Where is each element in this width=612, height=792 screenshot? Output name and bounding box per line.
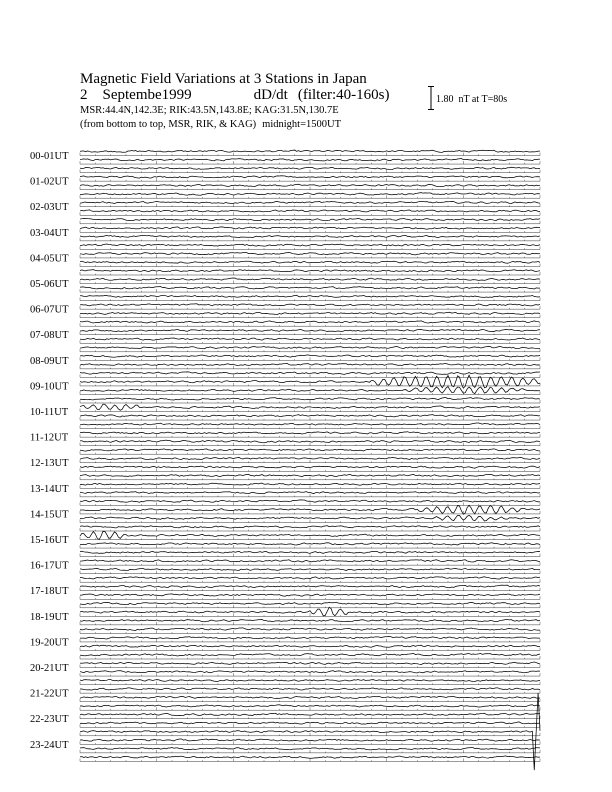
trace-rik (80, 696, 540, 698)
hour-label: 14-15UT (30, 509, 69, 521)
filter-label: (filter:40-160s) (297, 87, 390, 103)
hour-group (30, 150, 540, 173)
trace-rik (80, 159, 540, 161)
trace-rik (80, 645, 540, 647)
hour-label: 22-23UT (30, 714, 69, 726)
trace-rik (80, 594, 540, 596)
trace-rik (80, 620, 540, 622)
hour-label: 10-11UT (30, 407, 69, 418)
hour-group (30, 585, 540, 608)
trace-rik (80, 287, 540, 289)
hour-label: 18-19UT (30, 611, 69, 623)
trace-kag (80, 713, 540, 715)
hour-label: 21-22UT (30, 688, 69, 700)
hour-group (30, 355, 540, 378)
trace-kag (80, 201, 540, 203)
hour-label: 09-10UT (30, 381, 69, 393)
trace-kag (80, 355, 540, 357)
hour-label: 03-04UT (30, 227, 69, 239)
hour-group (30, 375, 540, 403)
hour-group (30, 304, 540, 326)
trace-rik (80, 363, 540, 365)
hour-label: 02-03UT (30, 202, 69, 214)
trace-msr (80, 449, 540, 451)
hour-label: 06-07UT (30, 304, 69, 316)
trace-kag (80, 253, 540, 255)
trace-rik (80, 312, 540, 314)
trace-msr (80, 398, 540, 400)
hour-group (30, 688, 540, 710)
hour-label: 08-09UT (30, 355, 69, 367)
hour-group (30, 432, 540, 455)
trace-msr (80, 500, 540, 502)
trace-msr (80, 551, 540, 553)
trace-rik (80, 338, 540, 340)
date-label: 2 Septembe1999 (80, 87, 192, 103)
hour-label: 20-21UT (30, 663, 69, 674)
stations-line: MSR:44.4N,142.3E; RIK:43.5N,143.8E; KAG:31.5N,130.7E (80, 105, 339, 116)
trace-kag (80, 176, 540, 178)
hour-label: 17-18UT (30, 586, 69, 598)
hour-group (30, 253, 540, 275)
hour-group (30, 662, 540, 685)
trace-rik (80, 671, 540, 673)
hour-label: 12-13UT (30, 458, 69, 470)
trace-msr (80, 218, 540, 220)
hour-group (30, 607, 540, 633)
trace-msr (80, 526, 540, 528)
trace-rik (80, 261, 540, 263)
trace-kag (80, 739, 540, 741)
hour-group (30, 227, 540, 250)
trace-msr (80, 628, 540, 631)
trace-rik (80, 466, 540, 468)
trace-kag (80, 688, 540, 690)
trace-msr (80, 705, 540, 707)
hour-label: 00-01UT (30, 151, 69, 162)
hour-group (30, 404, 540, 429)
hour-label: 15-16UT (30, 535, 69, 546)
trace-msr (80, 244, 540, 246)
hour-label: 19-20UT (30, 637, 69, 649)
trace-kag (80, 636, 540, 638)
hour-group (30, 636, 540, 659)
trace-rik (80, 415, 540, 417)
trace-msr (80, 577, 540, 579)
trace-kag (80, 227, 540, 229)
trace-kag (80, 150, 540, 152)
hour-group (30, 176, 540, 199)
hour-label: 07-08UT (30, 330, 69, 342)
trace-rik (80, 440, 540, 443)
trace-rik (80, 543, 540, 545)
trace-rik (80, 748, 540, 750)
trace-kag (80, 560, 540, 562)
trace-rik (80, 722, 540, 724)
trace-rik (80, 568, 540, 570)
trace-msr (80, 680, 540, 682)
trace-kag (80, 278, 540, 280)
quantity-label: dD/dt (253, 87, 288, 103)
hour-label: 04-05UT (30, 253, 69, 265)
hour-label: 01-02UT (30, 176, 69, 188)
hour-label: 16-17UT (30, 560, 69, 572)
trace-kag (80, 432, 540, 434)
trace-kag (80, 662, 540, 664)
hour-label: 23-24UT (30, 739, 69, 751)
hour-group (30, 483, 540, 505)
trace-msr (80, 295, 540, 297)
hour-label: 05-06UT (30, 279, 69, 290)
chart-title: Magnetic Field Variations at 3 Stations in Japan (80, 71, 367, 87)
hour-label: 11-12UT (30, 432, 69, 444)
hour-group (30, 739, 540, 761)
trace-kag (80, 304, 540, 306)
trace-rik (80, 492, 540, 494)
trace-kag (80, 585, 540, 588)
trace-msr (80, 193, 540, 196)
trace-msr (80, 270, 540, 272)
trace-rik (80, 235, 540, 237)
trace-rik (80, 210, 540, 212)
trace-rik (80, 184, 540, 186)
trace-kag (80, 329, 540, 331)
hour-label: 13-14UT (30, 483, 69, 495)
hour-group (30, 329, 540, 351)
hour-group (30, 201, 540, 223)
trace-msr (80, 474, 540, 476)
trace-msr (80, 321, 540, 323)
trace-msr (80, 372, 540, 374)
midnight-note: midnight=1500UT (262, 119, 342, 130)
trace-msr (80, 756, 540, 758)
trace-kag (80, 483, 540, 485)
hour-group (30, 505, 540, 531)
trace-msr (80, 602, 540, 604)
trace-msr (80, 167, 540, 169)
hour-group (30, 457, 540, 479)
hour-group (30, 531, 540, 556)
order-note: (from bottom to top, MSR, RIK, & KAG) (80, 119, 257, 130)
trace-kag (80, 457, 540, 459)
trace-msr (80, 423, 540, 425)
hour-group (30, 278, 540, 301)
trace-msr (80, 346, 540, 348)
trace-msr (80, 653, 540, 655)
scale-label: 1.80 nT at T=80s (436, 94, 508, 105)
hour-group (30, 560, 540, 582)
